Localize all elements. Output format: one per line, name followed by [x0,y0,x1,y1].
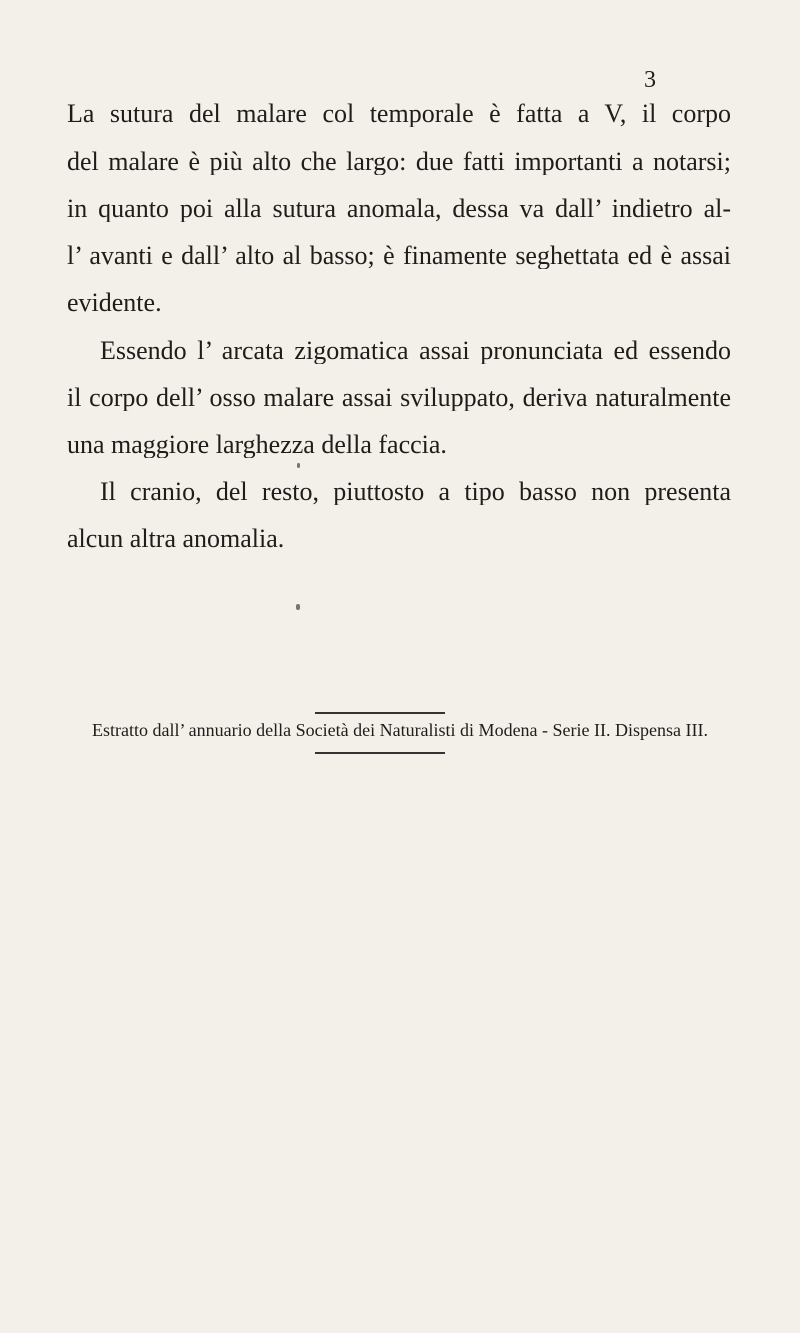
print-speck [296,604,300,610]
body-line-5: evidente. [67,290,162,316]
footer-rule-top [315,712,445,714]
body-line-1: La sutura del malare col temporale è fatta a V, il corpo [67,101,731,127]
body-line-8: una maggiore larghezza della faccia. [67,432,447,458]
body-line-2: del malare è più alto che largo: due fatti importanti a notarsi; [67,149,731,175]
body-line-9: Il cranio, del resto, piuttosto a tipo basso non presenta [100,479,731,505]
print-speck [297,463,300,468]
page-number: 3 [644,67,656,93]
body-line-10: alcun altra anomalia. [67,526,285,552]
body-line-4: l’ avanti e dall’ alto al basso; è finamente seghettata ed è assai [67,243,731,269]
body-line-6: Essendo l’ arcata zigomatica assai pronunciata ed essendo [100,338,731,364]
body-line-7: il corpo dell’ osso malare assai sviluppato, deriva naturalmente [67,385,731,411]
footer-rule-bottom [315,752,445,754]
footer-note: Estratto dall’ annuario della Società dei Naturalisti di Modena - Serie II. Dispensa III. [92,720,708,740]
body-line-3: in quanto poi alla sutura anomala, dessa va dall’ indietro al- [67,196,731,222]
